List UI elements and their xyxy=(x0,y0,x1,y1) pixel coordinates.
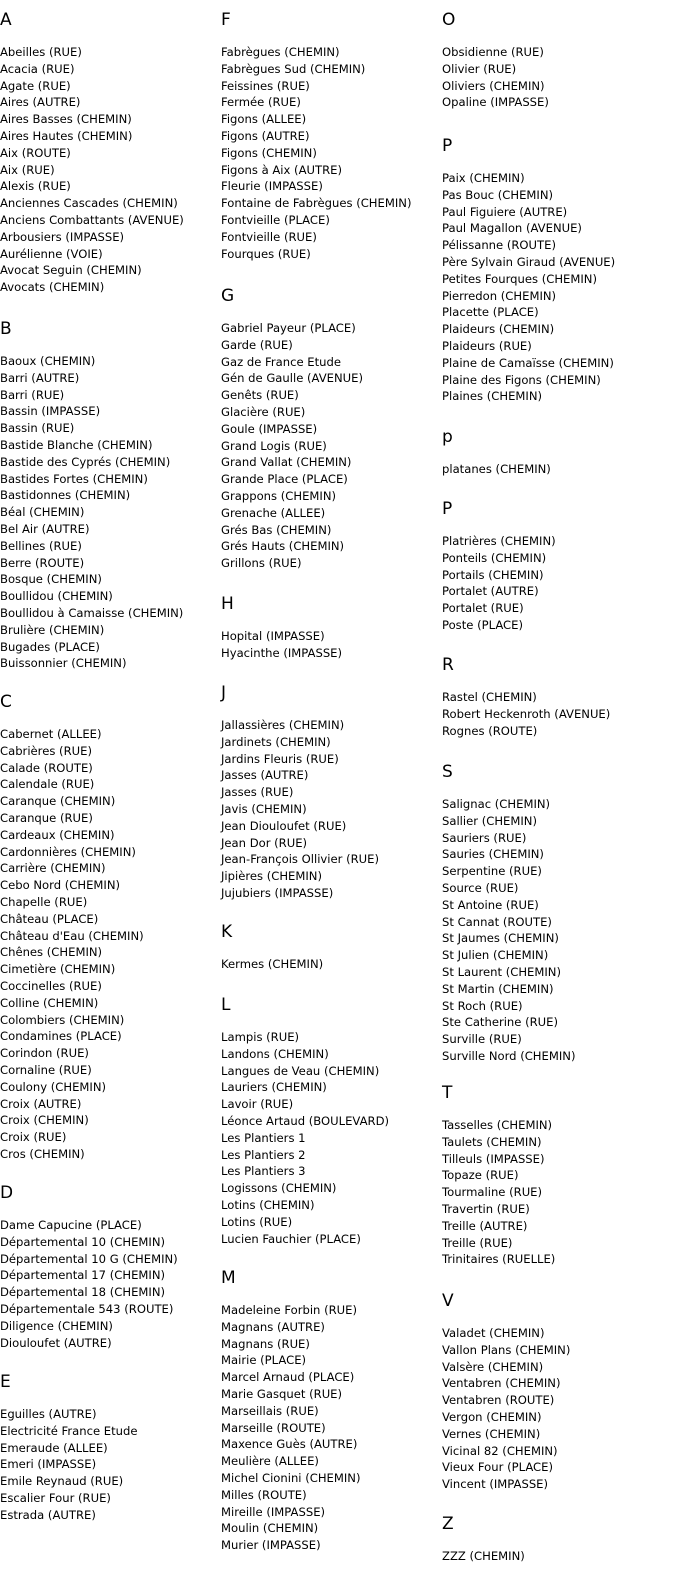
street-entry: Figons à Aix (AUTRE) xyxy=(221,162,342,177)
letter-section xyxy=(221,995,389,1247)
street-entry: Magnans (AUTRE) xyxy=(221,1319,325,1334)
street-entry: Jean Diouloufet (RUE) xyxy=(221,818,347,833)
letter-section xyxy=(0,1183,178,1351)
letter-section xyxy=(442,427,551,478)
street-entry: Petites Fourques (CHEMIN) xyxy=(442,271,597,286)
street-entry: Dame Capucine (PLACE) xyxy=(0,1218,142,1232)
street-entry: Arbousiers (IMPASSE) xyxy=(0,229,125,244)
section-letter: D xyxy=(0,1183,14,1203)
street-entry: Croix (RUE) xyxy=(0,1130,67,1145)
letter-section xyxy=(221,683,379,902)
section-letter: P xyxy=(442,499,453,519)
street-entry: Boullidou (CHEMIN) xyxy=(0,589,113,604)
street-entry: Calendale (RUE) xyxy=(0,777,95,792)
street-entry: Opaline (IMPASSE) xyxy=(442,95,549,110)
street-entry: Croix (AUTRE) xyxy=(0,1096,82,1111)
street-entry: Ponteils (CHEMIN) xyxy=(442,550,547,565)
street-entry: Topaze (RUE) xyxy=(442,1168,519,1183)
letter-section xyxy=(221,922,323,973)
section-letter: P xyxy=(442,136,453,156)
street-entry: Murier (IMPASSE) xyxy=(221,1538,321,1553)
street-entry: Electricité France Etude xyxy=(0,1423,138,1438)
street-entry: Vallon Plans (CHEMIN) xyxy=(442,1342,571,1357)
street-entry: Vicinal 82 (CHEMIN) xyxy=(442,1443,558,1458)
street-list xyxy=(442,1548,525,1565)
letter-section xyxy=(442,10,549,111)
street-entry: Hopital (IMPASSE) xyxy=(221,629,325,643)
street-list xyxy=(442,533,556,634)
street-entry: Avocats (CHEMIN) xyxy=(0,280,105,295)
street-entry: Béal (CHEMIN) xyxy=(0,505,85,520)
letter-section xyxy=(0,319,183,672)
street-list xyxy=(442,796,575,1065)
street-entry: Rognes (ROUTE) xyxy=(442,723,538,738)
street-entry: Garde (RUE) xyxy=(221,337,293,352)
street-entry: Vernes (CHEMIN) xyxy=(442,1426,541,1441)
street-entry: Colline (CHEMIN) xyxy=(0,995,99,1010)
street-entry: Berre (ROUTE) xyxy=(0,555,85,570)
street-entry: Cimetière (CHEMIN) xyxy=(0,962,116,977)
street-entry: Aires Hautes (CHEMIN) xyxy=(0,128,133,143)
street-entry: Barri (RUE) xyxy=(0,387,65,402)
street-entry: platanes (CHEMIN) xyxy=(442,462,551,476)
street-entry: Chênes (CHEMIN) xyxy=(0,945,103,960)
street-list xyxy=(442,1117,555,1268)
letter-section xyxy=(442,762,575,1065)
street-entry: Lauriers (CHEMIN) xyxy=(221,1080,327,1095)
street-entry: Marcel Arnaud (PLACE) xyxy=(221,1370,355,1385)
street-entry: Sauries (CHEMIN) xyxy=(442,847,544,862)
street-entry: Emeraude (ALLEE) xyxy=(0,1440,108,1455)
street-entry: Château d'Eau (CHEMIN) xyxy=(0,928,144,943)
street-entry: Condamines (PLACE) xyxy=(0,1029,122,1044)
street-entry: Lucien Fauchier (PLACE) xyxy=(221,1231,361,1246)
street-entry: Marseillais (RUE) xyxy=(221,1403,319,1418)
street-entry: Valadet (CHEMIN) xyxy=(442,1326,545,1340)
street-entry: Brulière (CHEMIN) xyxy=(0,622,105,637)
street-entry: Treille (AUTRE) xyxy=(442,1218,528,1233)
street-entry: Léonce Artaud (BOULEVARD) xyxy=(221,1113,390,1128)
street-entry: Aurélienne (VOIE) xyxy=(0,246,103,261)
street-entry: Poste (PLACE) xyxy=(442,617,523,632)
street-entry: ZZZ (CHEMIN) xyxy=(442,1549,525,1563)
street-entry: Tourmaline (RUE) xyxy=(442,1185,543,1200)
street-entry: Fontvieille (PLACE) xyxy=(221,212,330,227)
street-entry: Magnans (RUE) xyxy=(221,1336,310,1351)
street-entry: Départemental 17 (CHEMIN) xyxy=(0,1268,166,1283)
street-entry: Jardins Fleuris (RUE) xyxy=(221,751,339,766)
section-letter: p xyxy=(442,427,453,447)
street-entry: Anciennes Cascades (CHEMIN) xyxy=(0,196,178,211)
street-entry: Fourques (RUE) xyxy=(221,246,311,261)
street-entry: St Julien (CHEMIN) xyxy=(442,948,549,963)
street-entry: Mairie (PLACE) xyxy=(221,1353,307,1368)
street-entry: Jasses (RUE) xyxy=(221,785,294,800)
street-entry: Placette (PLACE) xyxy=(442,305,539,320)
letter-section xyxy=(221,1268,361,1554)
street-entry: Surville (RUE) xyxy=(442,1032,522,1047)
street-entry: Meulière (ALLEE) xyxy=(221,1454,319,1469)
street-entry: Marseille (ROUTE) xyxy=(221,1420,326,1435)
street-entry: Fermée (RUE) xyxy=(221,95,301,110)
street-entry: Bellines (RUE) xyxy=(0,538,82,553)
street-entry: Plaines (CHEMIN) xyxy=(442,389,543,404)
street-entry: Genêts (RUE) xyxy=(221,388,299,403)
street-entry: St Martin (CHEMIN) xyxy=(442,981,554,996)
street-entry: Grenache (ALLEE) xyxy=(221,505,326,520)
section-letter: G xyxy=(221,286,235,306)
street-entry: Boullidou à Camaisse (CHEMIN) xyxy=(0,605,184,620)
section-letter: V xyxy=(442,1291,454,1311)
street-entry: Château (PLACE) xyxy=(0,911,99,926)
street-entry: Gaz de France Etude xyxy=(221,354,341,369)
street-entry: Estrada (AUTRE) xyxy=(0,1507,96,1522)
street-list xyxy=(221,1029,389,1247)
letter-section xyxy=(442,655,610,739)
street-entry: Bugades (PLACE) xyxy=(0,639,100,654)
street-list xyxy=(0,353,183,672)
section-letter: O xyxy=(442,10,456,30)
street-entry: Tasselles (CHEMIN) xyxy=(442,1118,553,1132)
street-entry: Feissines (RUE) xyxy=(221,78,310,93)
street-entry: Fontaine de Fabrègues (CHEMIN) xyxy=(221,196,412,211)
street-entry: Les Plantiers 2 xyxy=(221,1147,306,1162)
street-entry: Travertin (RUE) xyxy=(442,1201,530,1216)
letter-section xyxy=(221,286,363,572)
street-entry: Jipières (CHEMIN) xyxy=(221,869,323,884)
street-entry: Jallassières (CHEMIN) xyxy=(221,718,345,732)
street-entry: Eguilles (AUTRE) xyxy=(0,1407,97,1421)
street-entry: Bastide Blanche (CHEMIN) xyxy=(0,437,153,452)
street-entry: Logissons (CHEMIN) xyxy=(221,1181,337,1196)
letter-section xyxy=(0,1372,138,1524)
section-letter: B xyxy=(0,319,12,339)
street-entry: Grand Logis (RUE) xyxy=(221,438,327,453)
street-entry: Obsidienne (RUE) xyxy=(442,45,544,59)
street-entry: Départemental 10 (CHEMIN) xyxy=(0,1234,166,1249)
street-entry: Source (RUE) xyxy=(442,880,519,895)
street-entry: Vieux Four (PLACE) xyxy=(442,1460,553,1475)
street-entry: Jasses (AUTRE) xyxy=(221,768,309,783)
street-entry: Jean-François Ollivier (RUE) xyxy=(221,852,380,867)
street-entry: St Roch (RUE) xyxy=(442,998,523,1013)
street-entry: Portails (CHEMIN) xyxy=(442,567,544,582)
street-entry: Kermes (CHEMIN) xyxy=(221,957,324,971)
section-letter: A xyxy=(0,10,12,30)
street-entry: Calade (ROUTE) xyxy=(0,760,93,775)
street-entry: Lotins (RUE) xyxy=(221,1214,293,1229)
street-entry: Salignac (CHEMIN) xyxy=(442,797,551,811)
street-entry: Caranque (RUE) xyxy=(0,810,93,825)
street-entry: Hyacinthe (IMPASSE) xyxy=(221,645,343,660)
street-entry: Emeri (IMPASSE) xyxy=(0,1457,97,1472)
street-list xyxy=(0,1217,178,1351)
street-entry: Bosque (CHEMIN) xyxy=(0,572,102,587)
street-list xyxy=(442,689,610,739)
street-entry: Sallier (CHEMIN) xyxy=(442,813,537,828)
street-entry: Coccinelles (RUE) xyxy=(0,978,102,993)
street-entry: Escalier Four (RUE) xyxy=(0,1490,111,1505)
street-entry: Michel Cionini (CHEMIN) xyxy=(221,1470,361,1485)
section-letter: S xyxy=(442,762,453,782)
street-list xyxy=(221,717,379,902)
street-entry: Vergon (CHEMIN) xyxy=(442,1409,542,1424)
letter-section xyxy=(442,1514,525,1565)
street-entry: Buissonnier (CHEMIN) xyxy=(0,656,127,671)
street-entry: Oliviers (CHEMIN) xyxy=(442,78,545,93)
street-entry: Milles (ROUTE) xyxy=(221,1487,307,1502)
section-letter: J xyxy=(221,683,227,703)
street-entry: Bassin (IMPASSE) xyxy=(0,404,101,419)
street-entry: Bastide des Cyprés (CHEMIN) xyxy=(0,454,171,469)
street-entry: Plaine des Figons (CHEMIN) xyxy=(442,372,601,387)
street-entry: Fleurie (IMPASSE) xyxy=(221,179,323,194)
street-entry: Aix (ROUTE) xyxy=(0,145,71,160)
street-entry: Olivier (RUE) xyxy=(442,61,517,76)
street-list xyxy=(221,320,363,572)
street-entry: Anciens Combattants (AVENUE) xyxy=(0,212,184,227)
street-entry: Cornaline (RUE) xyxy=(0,1062,92,1077)
street-entry: Carrière (CHEMIN) xyxy=(0,861,106,876)
street-entry: St Cannat (ROUTE) xyxy=(442,914,552,929)
section-letter: Z xyxy=(442,1514,454,1534)
street-entry: Vincent (IMPASSE) xyxy=(442,1477,549,1492)
street-entry: Mireille (IMPASSE) xyxy=(221,1504,326,1519)
street-list xyxy=(442,44,549,111)
street-entry: Gabriel Payeur (PLACE) xyxy=(221,321,356,335)
section-letter: C xyxy=(0,692,12,712)
letter-section xyxy=(442,1083,555,1268)
letter-section xyxy=(0,692,144,1163)
section-letter: K xyxy=(221,922,233,942)
street-entry: Marie Gasquet (RUE) xyxy=(221,1386,343,1401)
street-entry: Goule (IMPASSE) xyxy=(221,421,318,436)
street-entry: Cebo Nord (CHEMIN) xyxy=(0,878,121,893)
street-entry: Fabrègues (CHEMIN) xyxy=(221,45,340,59)
street-entry: Départemental 10 G (CHEMIN) xyxy=(0,1251,178,1266)
street-entry: Abeilles (RUE) xyxy=(0,45,82,59)
street-entry: Robert Heckenroth (AVENUE) xyxy=(442,706,611,721)
street-entry: Cabrières (RUE) xyxy=(0,743,92,758)
section-letter: L xyxy=(221,995,231,1015)
street-entry: Fabrègues Sud (CHEMIN) xyxy=(221,61,366,76)
street-entry: Aix (RUE) xyxy=(0,162,55,177)
street-entry: Taulets (CHEMIN) xyxy=(442,1134,542,1149)
street-entry: Père Sylvain Giraud (AVENUE) xyxy=(442,254,616,269)
street-entry: Plaideurs (RUE) xyxy=(442,338,532,353)
street-entry: Grés Bas (CHEMIN) xyxy=(221,522,332,537)
street-entry: Jardinets (CHEMIN) xyxy=(221,734,331,749)
street-entry: Paul Figuiere (AUTRE) xyxy=(442,204,568,219)
street-entry: Sauriers (RUE) xyxy=(442,830,527,845)
street-entry: Départemental 18 (CHEMIN) xyxy=(0,1285,166,1300)
street-entry: Croix (CHEMIN) xyxy=(0,1113,89,1128)
street-entry: Corindon (RUE) xyxy=(0,1046,89,1061)
street-entry: Portalet (AUTRE) xyxy=(442,584,539,599)
street-entry: Paix (CHEMIN) xyxy=(442,171,525,185)
street-entry: Diouloufet (AUTRE) xyxy=(0,1335,112,1350)
street-entry: Grande Place (PLACE) xyxy=(221,472,348,487)
street-entry: Bassin (RUE) xyxy=(0,421,75,436)
street-entry: Langues de Veau (CHEMIN) xyxy=(221,1063,380,1078)
street-list xyxy=(442,461,551,478)
street-list xyxy=(0,44,184,296)
street-list xyxy=(221,1302,361,1554)
street-entry: Glacière (RUE) xyxy=(221,404,306,419)
street-entry: Valsère (CHEMIN) xyxy=(442,1359,544,1374)
street-entry: Treille (RUE) xyxy=(442,1235,513,1250)
street-entry: Maxence Guès (AUTRE) xyxy=(221,1437,358,1452)
street-entry: St Laurent (CHEMIN) xyxy=(442,964,562,979)
section-letter: M xyxy=(221,1268,236,1288)
section-letter: T xyxy=(442,1083,453,1103)
street-entry: Grés Hauts (CHEMIN) xyxy=(221,539,345,554)
street-entry: Figons (ALLEE) xyxy=(221,112,307,127)
street-entry: Les Plantiers 3 xyxy=(221,1164,306,1179)
street-entry: Tilleuls (IMPASSE) xyxy=(442,1151,545,1166)
street-list xyxy=(0,1406,138,1524)
street-entry: Ste Catherine (RUE) xyxy=(442,1015,559,1030)
letter-section xyxy=(221,594,342,662)
street-entry: Serpentine (RUE) xyxy=(442,864,542,879)
street-entry: Moulin (CHEMIN) xyxy=(221,1521,319,1536)
section-letter: E xyxy=(0,1372,11,1392)
street-entry: Baoux (CHEMIN) xyxy=(0,354,96,368)
street-entry: Pierredon (CHEMIN) xyxy=(442,288,557,303)
street-entry: Cabernet (ALLEE) xyxy=(0,727,102,741)
letter-section xyxy=(0,10,184,296)
street-entry: Paul Magallon (AVENUE) xyxy=(442,221,582,236)
street-entry: Avocat Seguin (CHEMIN) xyxy=(0,263,142,278)
street-entry: Bastides Fortes (CHEMIN) xyxy=(0,471,148,486)
street-list xyxy=(221,628,342,662)
letter-section xyxy=(442,499,556,634)
street-entry: Jujubiers (IMPASSE) xyxy=(221,885,334,900)
street-entry: Caranque (CHEMIN) xyxy=(0,794,116,809)
street-entry: Trinitaires (RUELLE) xyxy=(442,1252,556,1267)
street-entry: Figons (CHEMIN) xyxy=(221,145,317,160)
letter-section xyxy=(442,1291,570,1493)
street-entry: Javis (CHEMIN) xyxy=(221,801,307,816)
street-entry: Cardeaux (CHEMIN) xyxy=(0,827,115,842)
street-entry: Pélissanne (ROUTE) xyxy=(442,238,556,253)
street-entry: Pas Bouc (CHEMIN) xyxy=(442,187,554,202)
section-letter: F xyxy=(221,10,231,30)
street-entry: Platrières (CHEMIN) xyxy=(442,534,556,548)
street-entry: Aires Basses (CHEMIN) xyxy=(0,112,132,127)
street-list xyxy=(442,170,615,405)
letter-section xyxy=(442,136,615,405)
street-entry: Ventabren (CHEMIN) xyxy=(442,1376,561,1391)
street-list xyxy=(442,1325,570,1493)
street-entry: Figons (AUTRE) xyxy=(221,128,310,143)
street-entry: Surville Nord (CHEMIN) xyxy=(442,1048,576,1063)
street-entry: Emile Reynaud (RUE) xyxy=(0,1474,124,1489)
street-entry: Grillons (RUE) xyxy=(221,556,302,571)
street-entry: Lavoir (RUE) xyxy=(221,1097,294,1112)
street-entry: Lampis (RUE) xyxy=(221,1030,300,1044)
street-entry: St Antoine (RUE) xyxy=(442,897,539,912)
section-letter: H xyxy=(221,594,234,614)
street-entry: Gén de Gaulle (AVENUE) xyxy=(221,371,364,386)
street-entry: Fontvieille (RUE) xyxy=(221,229,317,244)
street-entry: Barri (AUTRE) xyxy=(0,370,80,385)
section-letter: R xyxy=(442,655,454,675)
street-entry: Coulony (CHEMIN) xyxy=(0,1079,107,1094)
street-entry: Les Plantiers 1 xyxy=(221,1130,306,1145)
street-entry: Ventabren (ROUTE) xyxy=(442,1393,555,1408)
street-entry: Alexis (RUE) xyxy=(0,179,71,194)
street-entry: Plaideurs (CHEMIN) xyxy=(442,322,555,337)
street-entry: Diligence (CHEMIN) xyxy=(0,1318,113,1333)
street-list xyxy=(221,44,411,262)
street-entry: Bastidonnes (CHEMIN) xyxy=(0,488,131,503)
street-entry: Aires (AUTRE) xyxy=(0,95,81,110)
street-list xyxy=(221,956,323,973)
street-entry: Départementale 543 (ROUTE) xyxy=(0,1301,174,1316)
street-entry: Jean Dor (RUE) xyxy=(221,835,308,850)
street-entry: Chapelle (RUE) xyxy=(0,894,88,909)
street-entry: Rastel (CHEMIN) xyxy=(442,690,537,704)
street-list xyxy=(0,726,144,1163)
street-entry: Grand Vallat (CHEMIN) xyxy=(221,455,352,470)
street-entry: Acacia (RUE) xyxy=(0,61,75,76)
street-entry: Plaine de Camaïsse (CHEMIN) xyxy=(442,355,614,370)
street-entry: Madeleine Forbin (RUE) xyxy=(221,1303,357,1317)
street-entry: Grappons (CHEMIN) xyxy=(221,488,337,503)
street-entry: Portalet (RUE) xyxy=(442,601,524,616)
letter-section xyxy=(221,10,411,262)
street-entry: Colombiers (CHEMIN) xyxy=(0,1012,125,1027)
street-entry: Landons (CHEMIN) xyxy=(221,1046,329,1061)
street-entry: Agate (RUE) xyxy=(0,78,71,93)
street-entry: Cros (CHEMIN) xyxy=(0,1146,85,1161)
street-entry: Lotins (CHEMIN) xyxy=(221,1197,315,1212)
street-entry: Cardonnières (CHEMIN) xyxy=(0,844,136,859)
street-entry: St Jaumes (CHEMIN) xyxy=(442,931,559,946)
street-entry: Bel Air (AUTRE) xyxy=(0,521,90,536)
